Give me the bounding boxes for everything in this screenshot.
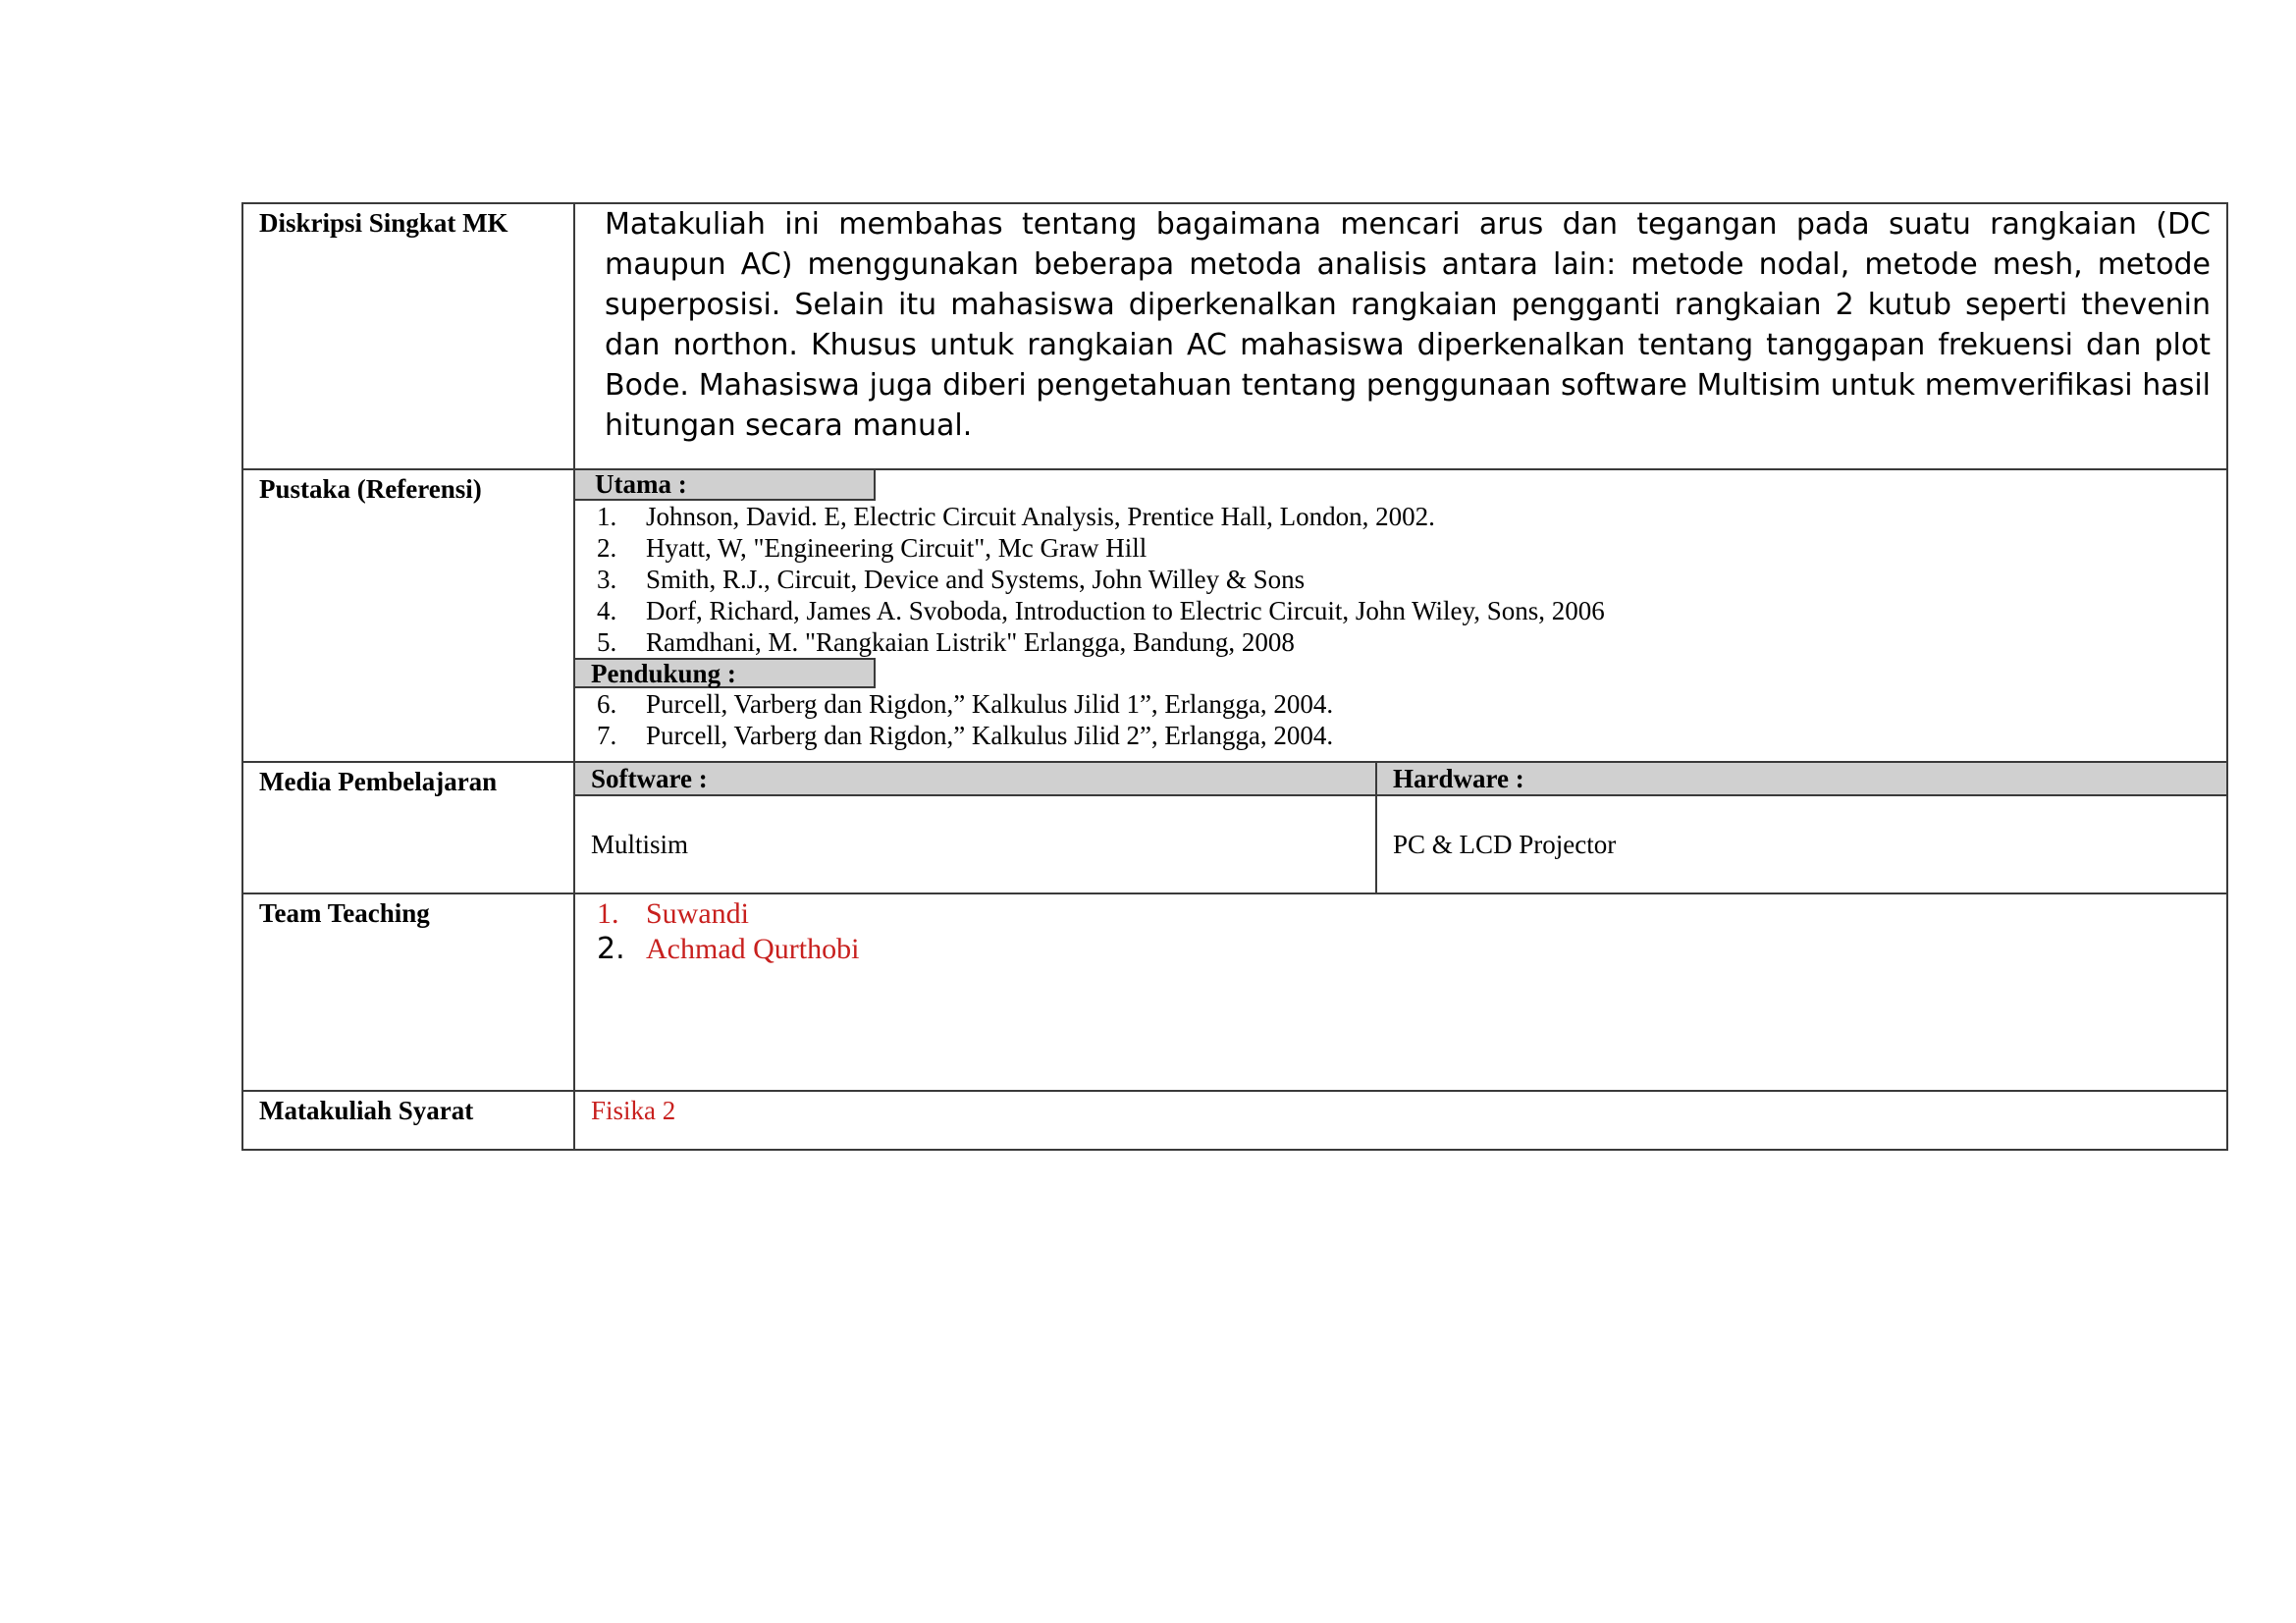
prerequisite-label-cell xyxy=(242,1091,574,1150)
prerequisite-row xyxy=(242,1091,2227,1150)
supporting-references-heading: Pendukung : xyxy=(575,658,876,688)
list-item: 2. Hyatt, W, "Engineering Circuit", Mc Graw Hill xyxy=(597,533,1148,563)
prerequisite-label: Matakuliah Syarat xyxy=(259,1096,474,1125)
team-list xyxy=(575,896,2226,967)
list-item: 5. Ramdhani, M. "Rangkaian Listrik" Erlangga, Bandung, 2008 xyxy=(597,627,1295,657)
media-content-cell xyxy=(574,762,2227,893)
list-item: 1. Johnson, David. E, Electric Circuit Analysis, Prentice Hall, London, 2002. xyxy=(597,502,1435,531)
primary-references-list xyxy=(575,501,2226,658)
list-item: 1. Suwandi xyxy=(597,897,749,930)
supporting-references-list xyxy=(575,688,2226,751)
software-heading: Software : xyxy=(575,763,1375,796)
references-content-cell xyxy=(574,469,2227,762)
list-item: 6. Purcell, Varberg dan Rigdon,” Kalkulus Jilid 1”, Erlangga, 2004. xyxy=(597,689,1334,719)
description-text: Matakuliah ini membahas tentang bagaimana mencari arus dan tegangan pada suatu rangkaian (DC maupun AC) menggunakan beberapa metoda analisis antara lain: metode nodal, metode mesh, metode superposisi. Selain itu mahasiswa diperkenalkan rangkaian pengganti rangkaian 2 kutub seperti thevenin dan northon. Khusus untuk rangkaian AC mahasiswa diperkenalkan tentang tanggapan frekuensi dan plot Bode. Mahasiswa juga diberi pengetahuan tentang penggunaan software Multisim untuk memverifikasi hasil hitungan secara manual. xyxy=(605,207,2211,443)
media-label: Media Pembelajaran xyxy=(259,767,498,796)
prerequisite-content-cell xyxy=(574,1091,2227,1150)
software-value: Multisim xyxy=(591,830,689,859)
team-label: Team Teaching xyxy=(259,898,430,928)
list-item: 3. Smith, R.J., Circuit, Device and Systems, John Willey & Sons xyxy=(597,565,1306,594)
list-item: 4. Dorf, Richard, James A. Svoboda, Introduction to Electric Circuit, John Wiley, Sons, 2006 xyxy=(597,596,1605,625)
team-label-cell xyxy=(242,893,574,1091)
media-columns xyxy=(575,763,2226,893)
primary-references-heading: Utama : xyxy=(575,470,876,501)
list-item: 2. Achmad Qurthobi xyxy=(597,932,860,966)
course-info-table xyxy=(241,202,2228,1151)
software-column xyxy=(575,763,1377,893)
media-row xyxy=(242,762,2227,893)
hardware-heading: Hardware : xyxy=(1377,763,2226,796)
description-label: Diskripsi Singkat MK xyxy=(259,208,508,238)
media-label-cell xyxy=(242,762,574,893)
description-content-cell xyxy=(574,203,2227,469)
hardware-value: PC & LCD Projector xyxy=(1393,830,1617,859)
hardware-column xyxy=(1377,763,2226,893)
references-label-cell xyxy=(242,469,574,762)
references-label: Pustaka (Referensi) xyxy=(259,474,482,504)
references-row xyxy=(242,469,2227,762)
prerequisite-value: Fisika 2 xyxy=(591,1096,676,1125)
team-content-cell xyxy=(574,893,2227,1091)
description-label-cell xyxy=(242,203,574,469)
team-row xyxy=(242,893,2227,1091)
description-row xyxy=(242,203,2227,469)
list-item: 7. Purcell, Varberg dan Rigdon,” Kalkulus Jilid 2”, Erlangga, 2004. xyxy=(597,721,1334,750)
